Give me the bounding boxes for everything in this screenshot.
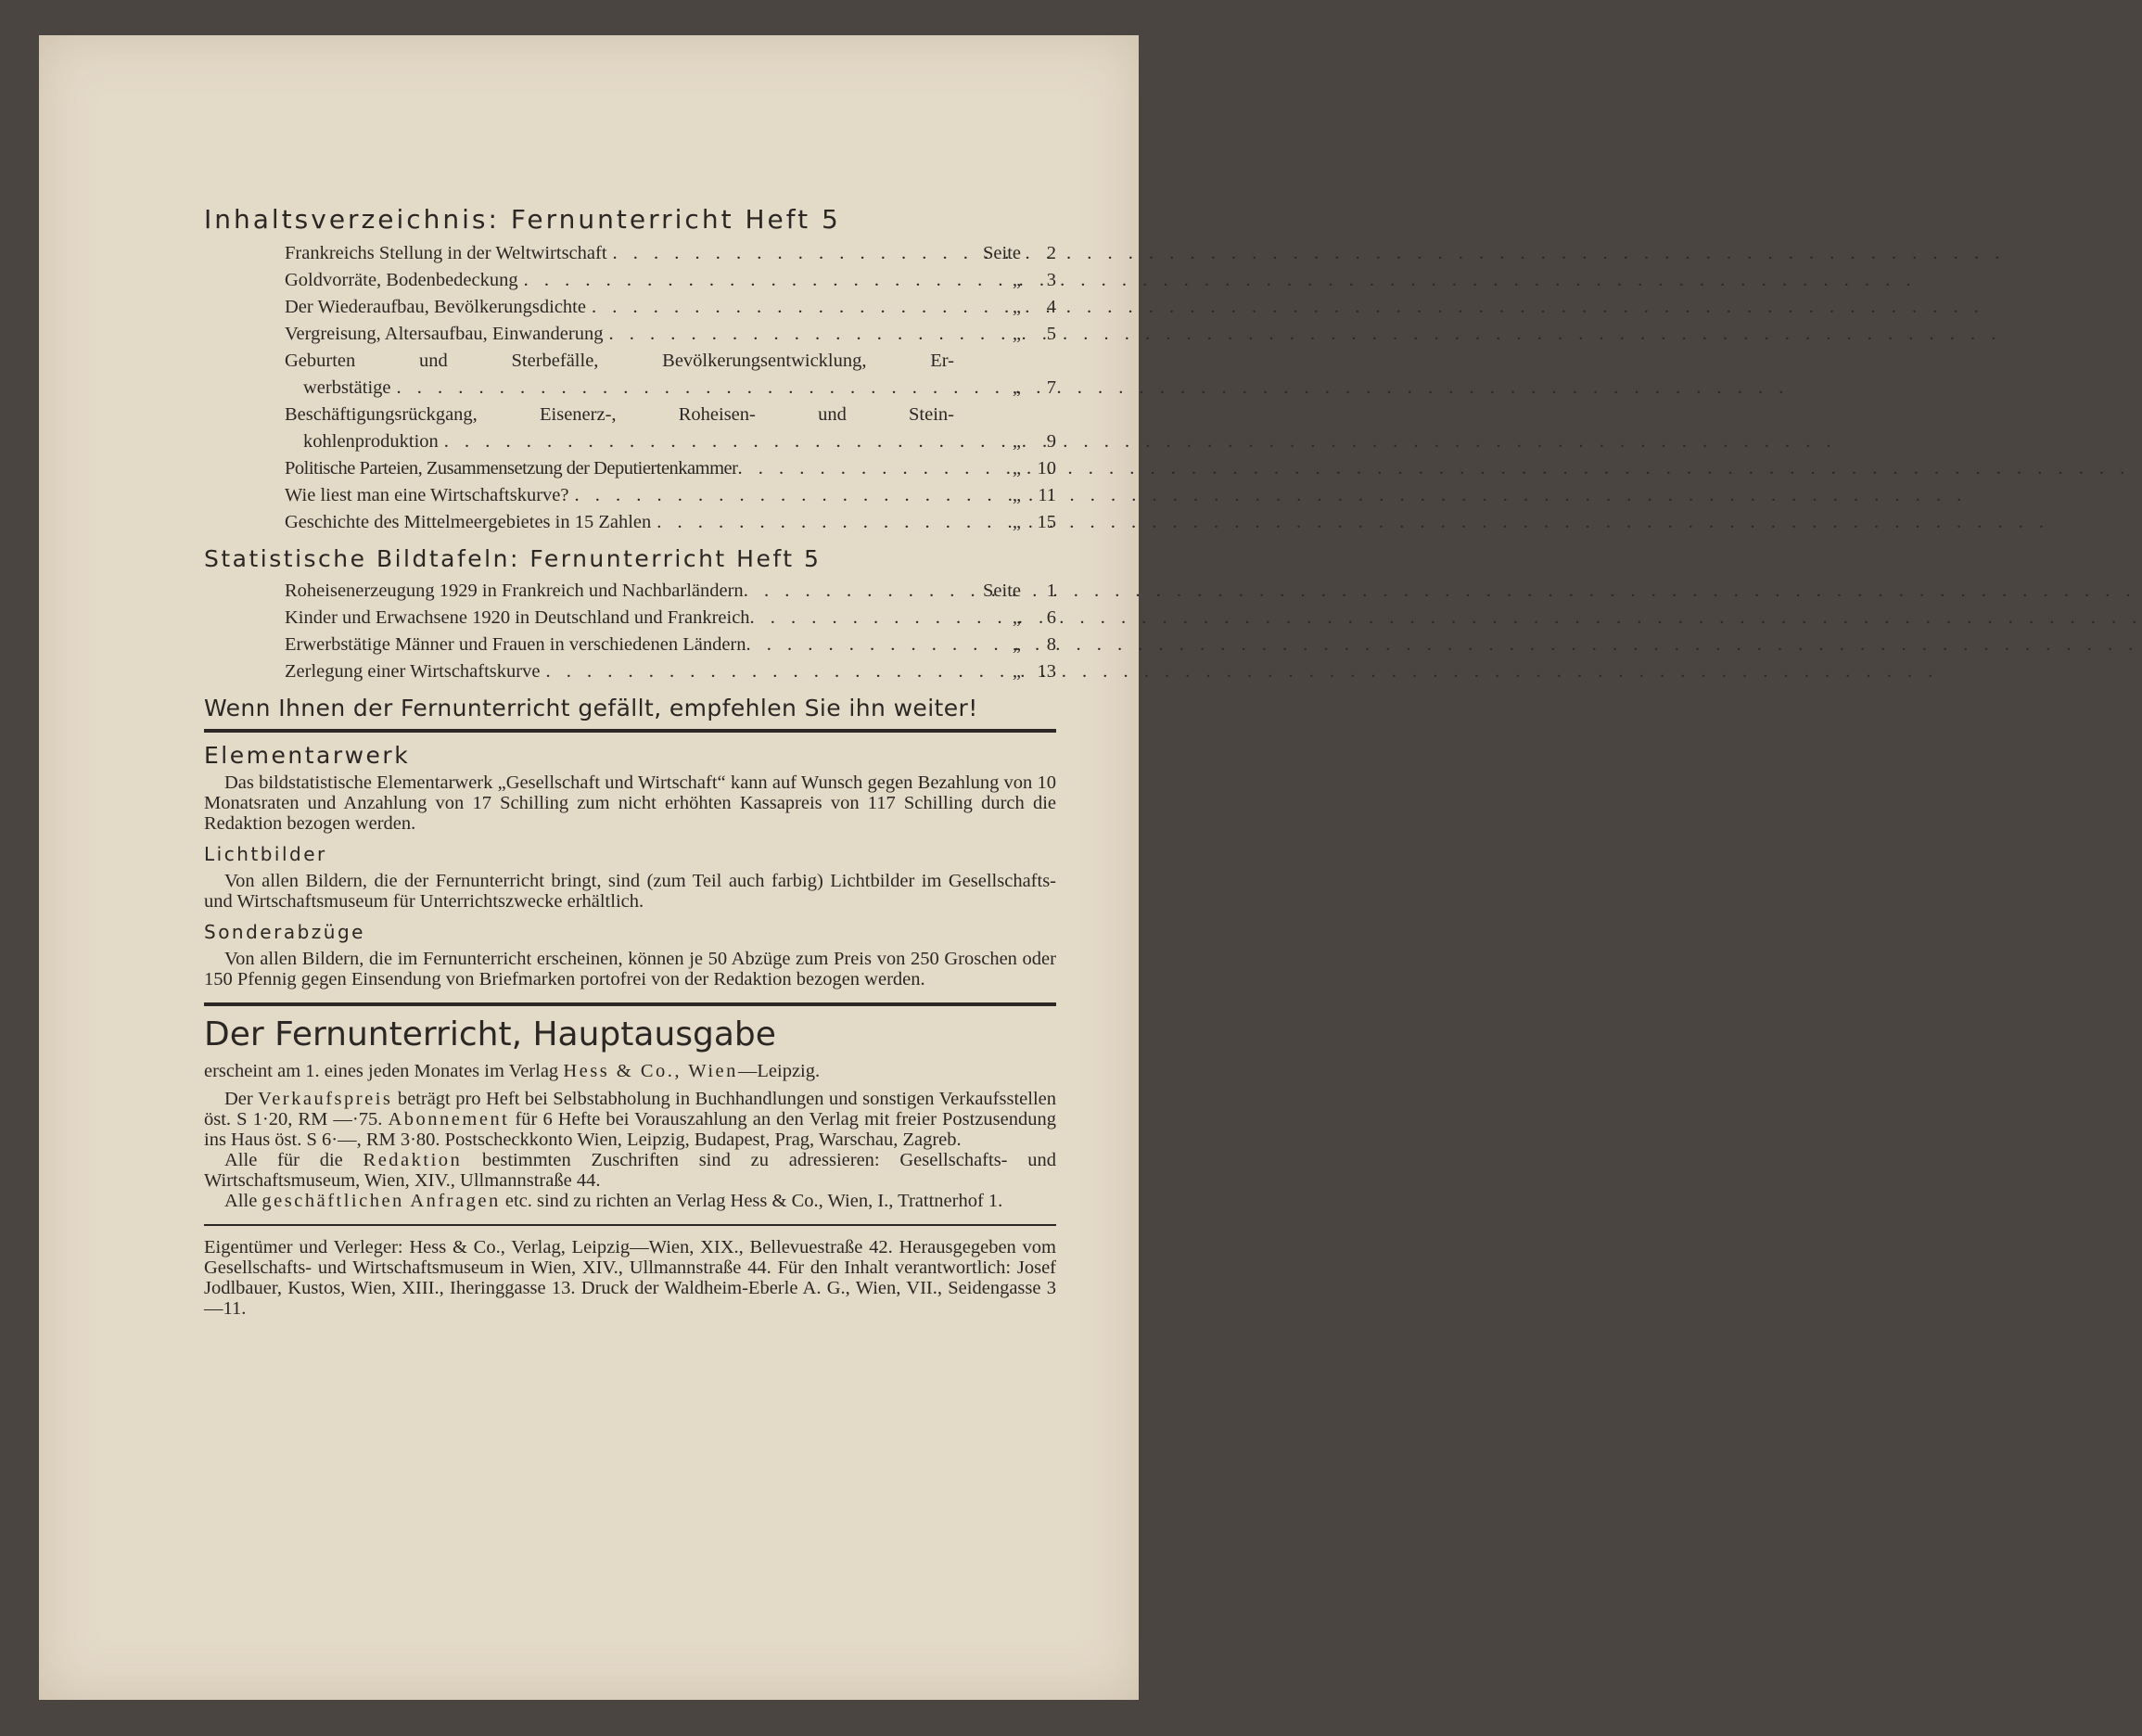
plate-page-label: Seite <box>983 581 1021 601</box>
business-address-paragraph <box>204 1191 1056 1211</box>
plate-entry <box>285 658 1056 685</box>
leader-dots <box>439 428 954 455</box>
leader-dots <box>603 321 954 348</box>
plate-page-number: 6 <box>1046 607 1056 628</box>
plate-entry-title: Roheisenerzeugung 1929 in Frankreich und Nachbarländern <box>285 581 744 601</box>
toc-entry <box>285 402 1056 455</box>
divider <box>204 1002 1056 1006</box>
toc-entry <box>285 267 1056 294</box>
hauptausgabe-heading: Der Fernunterricht, Hauptausgabe <box>204 1015 776 1053</box>
price-text: beträgt pro Heft bei Selbstabholung in Buchhandlungen und sonstigen Verkaufsstellen öst. S 1·20, RM —·75. <box>204 1089 1056 1130</box>
leader-dots <box>607 240 954 267</box>
plate-entry-title: Erwerbstätige Männer und Frauen in verschiedenen Ländern <box>285 634 746 655</box>
toc-entry-title: Frankreichs Stellung in der Weltwirtschaft <box>285 243 607 263</box>
toc-page-label: „ <box>1012 297 1021 317</box>
lichtbilder-heading: Lichtbilder <box>204 843 327 865</box>
promo-line: Wenn Ihnen der Fernunterricht gefällt, empfehlen Sie ihn weiter! <box>204 695 978 721</box>
intro-text: erscheint am 1. eines jeden Monates im Verlag <box>204 1061 564 1081</box>
leader-dots <box>651 509 954 536</box>
sonderabzuege-heading: Sonderabzüge <box>204 921 365 943</box>
toc-entry-title: Politische Parteien, Zusammensetzung der Deputiertenkammer <box>285 458 738 479</box>
toc-page-number: 9 <box>1046 431 1056 452</box>
toc-entry <box>285 348 1056 402</box>
leader-dots <box>391 375 955 402</box>
leader-dots <box>746 632 954 658</box>
toc-page-label: „ <box>1012 512 1021 532</box>
subscription-term: Abonnement <box>388 1109 510 1130</box>
plate-entry-title: Zerlegung einer Wirtschaftskurve <box>285 661 541 682</box>
leader-dots <box>540 658 954 685</box>
toc-page-number: 11 <box>1038 485 1056 505</box>
page-content <box>204 204 1056 1338</box>
toc-entry-title-line2: kohlenproduktion <box>303 431 439 452</box>
toc-list <box>285 240 1056 536</box>
toc-page-label: Seite <box>983 243 1021 263</box>
toc-entry-title-line2: werbstätige <box>303 377 391 398</box>
toc-entry <box>285 240 1056 267</box>
business-term: geschäftlichen Anfragen <box>261 1191 501 1211</box>
toc-page-number: 2 <box>1046 243 1056 263</box>
price-paragraph <box>204 1089 1056 1150</box>
business-text: etc. sind zu richten an Verlag Hess & Co., Wien, I., Trattnerhof 1. <box>500 1191 1003 1211</box>
plate-entry <box>285 605 1056 632</box>
toc-entry-title: Goldvorräte, Bodenbedeckung <box>285 270 518 290</box>
plate-page-label: „ <box>1012 661 1021 682</box>
divider <box>204 729 1056 733</box>
toc-page-label: „ <box>1012 270 1021 290</box>
plate-page-number: 1 <box>1046 581 1056 601</box>
price-term: Verkaufspreis <box>258 1089 393 1109</box>
plates-list <box>285 578 1056 685</box>
toc-entry-title: Wie liest man eine Wirtschaftskurve? <box>285 485 569 505</box>
editorial-text: Alle für die <box>224 1150 363 1170</box>
business-text: Alle <box>224 1191 262 1211</box>
leader-dots <box>737 455 954 482</box>
editorial-term: Redaktion <box>363 1150 463 1170</box>
plate-page-number: 13 <box>1037 661 1056 682</box>
leader-dots <box>750 605 954 632</box>
toc-page-label: „ <box>1012 324 1021 344</box>
leader-dots <box>569 482 955 509</box>
hauptausgabe-intro <box>204 1061 1056 1081</box>
toc-entry <box>285 455 1056 482</box>
toc-entry-title: Vergreisung, Altersaufbau, Einwanderung <box>285 324 604 344</box>
toc-entry-title-line1: Geburten und Sterbefälle, Bevölkerungsentwicklung, Er- <box>285 351 954 371</box>
imprint-text: Eigentümer und Verleger: Hess & Co., Verlag, Leipzig—Wien, XIX., Bellevuestraße 42. Herausgegeben vom Gesellschafts- und Wirtschaftsmuseum in Wien, XIV., Ullmannstraße 44. Für den Inhalt verantwortlich: Josef Jodlbauer, Kustos, Wien, XIII., Iheringgasse 13. Druck der Waldheim-Eberle A. G., Wien, VII., Seidengasse 3—11. <box>204 1237 1056 1319</box>
plates-heading: Statistische Bildtafeln: Fernunterricht Heft 5 <box>204 545 822 572</box>
leader-dots <box>586 294 954 321</box>
toc-page-number: 3 <box>1046 270 1056 290</box>
publisher-name: Hess & Co., Wien <box>563 1061 738 1081</box>
leader-dots <box>744 578 954 605</box>
toc-entry-title-line1: Beschäftigungsrückgang, Eisenerz-, Roheisen- und Stein- <box>285 404 954 425</box>
toc-page-label: „ <box>1012 458 1021 479</box>
divider <box>204 1224 1056 1226</box>
toc-page-number: 10 <box>1037 458 1056 479</box>
plate-entry-title: Kinder und Erwachsene 1920 in Deutschland und Frankreich <box>285 607 750 628</box>
elementarwerk-text: Das bildstatistische Elementarwerk „Gesellschaft und Wirtschaft“ kann auf Wunsch gegen Bezahlung von 10 Monatsraten und Anzahlung von 17 Schilling zum nicht erhöhten Kassapreis von 117 Schilling durch die Redaktion bezogen werden. <box>204 772 1056 834</box>
lichtbilder-text: Von allen Bildern, die der Fernunterricht bringt, sind (zum Teil auch farbig) Lichtbilder im Gesellschafts- und Wirtschaftsmuseum für Unterrichtszwecke erhältlich. <box>204 871 1056 912</box>
document-page <box>39 35 1139 1700</box>
toc-entry <box>285 294 1056 321</box>
leader-dots <box>518 267 954 294</box>
price-text: für 6 Hefte bei Vorauszahlung an den Verlag mit freier Postzusendung ins Haus öst. S 6·—, RM 3·80. Postscheckkonto Wien, Leipzig, Budapest, Prag, Warschau, Zagreb. <box>204 1109 1056 1150</box>
toc-page-number: 4 <box>1046 297 1056 317</box>
toc-entry-title: Der Wiederaufbau, Bevölkerungsdichte <box>285 297 586 317</box>
editorial-address-paragraph <box>204 1150 1056 1191</box>
elementarwerk-heading: Elementarwerk <box>204 742 411 769</box>
plate-entry <box>285 578 1056 605</box>
toc-entry <box>285 482 1056 509</box>
toc-page-number: 5 <box>1046 324 1056 344</box>
toc-page-label: „ <box>1012 377 1021 398</box>
toc-page-label: „ <box>1012 485 1021 505</box>
toc-page-number: 15 <box>1037 512 1056 532</box>
plate-page-label: „ <box>1012 634 1021 655</box>
toc-page-number: 7 <box>1046 377 1056 398</box>
toc-entry-title: Geschichte des Mittelmeergebietes in 15 Zahlen <box>285 512 652 532</box>
toc-page-label: „ <box>1012 431 1021 452</box>
intro-text-end: —Leipzig. <box>737 1061 821 1081</box>
plate-entry <box>285 632 1056 658</box>
toc-heading: Inhaltsverzeichnis: Fernunterricht Heft 5 <box>204 204 841 235</box>
sonderabzuege-text: Von allen Bildern, die im Fernunterricht erscheinen, können je 50 Abzüge zum Preis von 250 Groschen oder 150 Pfennig gegen Einsendung von Briefmarken portofrei von der Redaktion bezogen werden. <box>204 949 1056 989</box>
editorial-text: bestimmten Zuschriften sind zu adressieren: Gesellschafts- und Wirtschaftsmuseum, Wien, XIV., Ullmannstraße 44. <box>204 1150 1057 1191</box>
toc-entry <box>285 509 1056 536</box>
plate-page-number: 8 <box>1046 634 1056 655</box>
toc-entry <box>285 321 1056 348</box>
plate-page-label: „ <box>1012 607 1021 628</box>
price-text: Der <box>224 1089 259 1109</box>
